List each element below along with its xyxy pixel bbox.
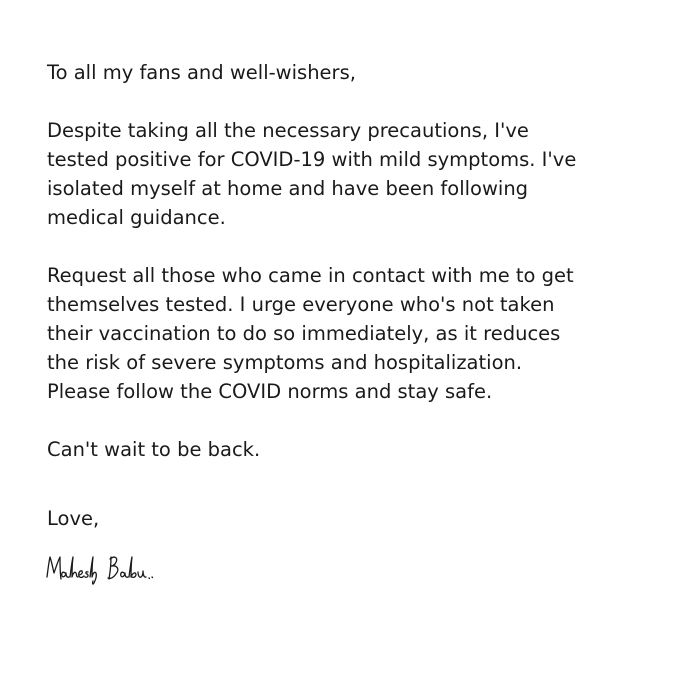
paragraph-line: themselves tested. I urge everyone who's not taken (47, 293, 555, 316)
paragraph-line: the risk of severe symptoms and hospitalization. (47, 351, 523, 374)
paragraph-line: Request all those who came in contact with me to get (47, 264, 574, 287)
paragraph-line: their vaccination to do so immediately, as it reduces (47, 322, 561, 345)
paragraph-line: Please follow the COVID norms and stay safe. (47, 380, 493, 403)
sign-off: Love, (47, 507, 100, 530)
paragraph-request (47, 261, 647, 406)
paragraph-line: medical guidance. (47, 206, 226, 229)
letter-body (47, 58, 647, 589)
salutation: To all my fans and well-wishers, (47, 61, 356, 84)
paragraph-line: tested positive for COVID-19 with mild symptoms. I've (47, 148, 577, 171)
paragraph-line: isolated myself at home and have been following (47, 177, 529, 200)
paragraph-line: Despite taking all the necessary precautions, I've (47, 119, 529, 142)
handwritten-signature (45, 549, 165, 589)
closing-line: Can't wait to be back. (47, 438, 261, 461)
paragraph-health-update (47, 116, 647, 232)
